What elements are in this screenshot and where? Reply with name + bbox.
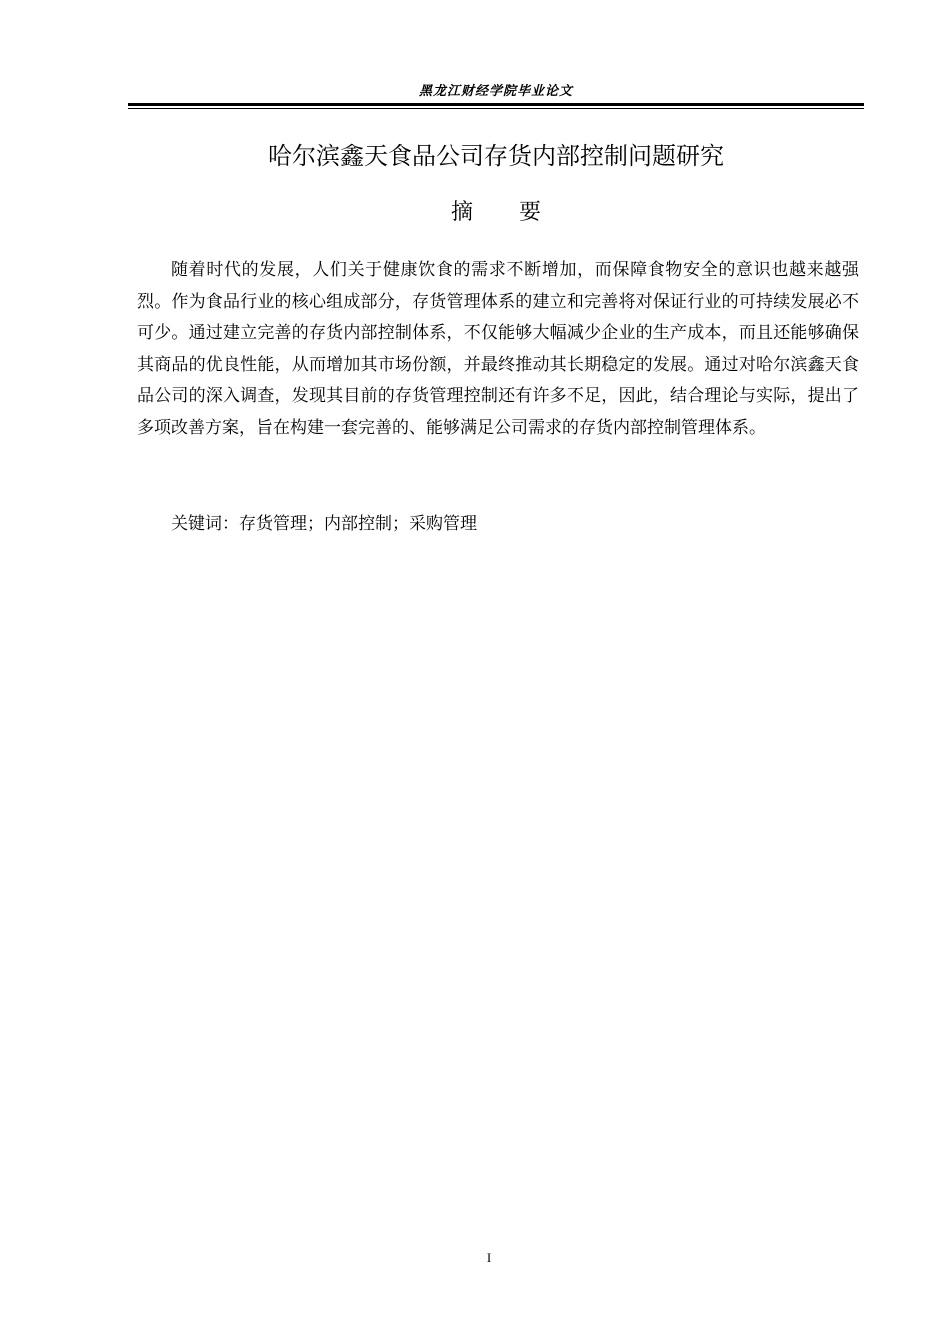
abstract-body: 随着时代的发展，人们关于健康饮食的需求不断增加，而保障食物安全的意识也越来越强烈。作为食品行业的核心组成部分，存货管理体系的建立和完善将对保证行业的可持续发展必不可少。通过建立完善的存货内部控制体系，不仅能够大幅减少企业的生产成本，而且还能够确保其商品的优良性能，从而增加其市场份额，并最终推动其长期稳定的发展。通过对哈尔滨鑫天食品公司的深入调查，发现其目前的存货管理控制还有许多不足，因此，结合理论与实际，提出了多项改善方案，旨在构建一套完善的、能够满足公司需求的存货内部控制管理体系。 — [137, 260, 859, 438]
page-header — [128, 76, 864, 110]
header-rule-thin — [128, 108, 864, 109]
abstract-heading: 摘要 — [450, 200, 587, 225]
header-rule-thick — [128, 103, 864, 106]
page-number: I — [486, 1250, 492, 1265]
keywords-line — [171, 509, 477, 539]
thesis-title: 哈尔滨鑫天食品公司存货内部控制问题研究 — [268, 142, 724, 170]
header-institution: 黑龙江财经学院毕业论文 — [418, 84, 573, 99]
keywords-value: 存货管理；内部控制；采购管理 — [239, 514, 477, 534]
keywords-label: 关键词： — [171, 514, 239, 534]
